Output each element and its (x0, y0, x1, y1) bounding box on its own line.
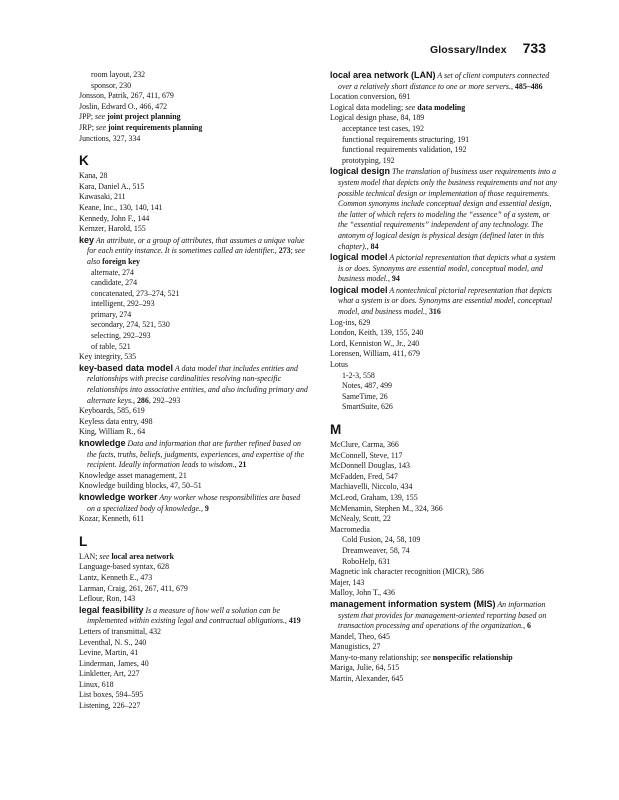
entry-term: JRP; (79, 122, 96, 132)
defining-page-ref: 94 (391, 274, 400, 284)
defining-page-ref: 21 (238, 460, 247, 470)
index-entry: Malloy, John T., 436 (330, 588, 395, 598)
index-subentry: of table, 521 (91, 341, 131, 351)
index-entry: Language-based syntax, 628 (79, 562, 170, 572)
glossary-entry (79, 438, 309, 471)
index-entry: Jonsson, Patrik, 267, 411, 679 (79, 91, 174, 101)
index-entry (79, 112, 309, 123)
see-label: see (95, 122, 108, 132)
index-entry (79, 123, 309, 134)
index-subentry: primary, 274 (91, 309, 132, 319)
index-entry: Leventhal, N. S., 240 (79, 637, 147, 647)
glossary-entry (79, 363, 309, 406)
index-entry: Keane, Inc., 130, 140, 141 (79, 202, 163, 212)
index-entry: Larman, Craig, 261, 267, 411, 679 (79, 583, 188, 593)
glossary-definition: An attribute, or a group of attributes, that assumes a unique value for each entity instance. It is sometimes called an identifier., (87, 235, 305, 256)
index-subentry: 1-2-3, 558 (342, 370, 375, 380)
glossary-entry (330, 285, 560, 318)
defining-page-ref: 84 (370, 241, 379, 251)
index-entry: Martin, Alexander, 645 (330, 674, 404, 684)
index-entry: Kernzer, Harold, 155 (79, 224, 146, 234)
index-entry: Knowledge building blocks, 47, 50–51 (79, 481, 202, 491)
index-entry: Macromedia (330, 524, 370, 534)
index-subentry: SameTime, 26 (342, 391, 388, 401)
glossary-term: key (79, 234, 95, 245)
see-label: see (420, 652, 433, 662)
index-entry: Keyless data entry, 498 (79, 416, 153, 426)
defining-page-ref: 6 (527, 621, 531, 631)
index-entry: McClure, Carma, 366 (330, 440, 399, 449)
glossary-term: knowledge (79, 438, 126, 448)
index-subentry: SmartSuite, 626 (342, 402, 393, 412)
entry-term: Many-to-many relationship; (330, 652, 421, 662)
index-entry: Location conversion, 691 (330, 92, 411, 102)
index-entry: Kennedy, John F., 144 (79, 213, 150, 223)
index-entry: Knowledge asset management, 21 (79, 470, 187, 480)
index-entry: Mandel, Theo, 645 (330, 631, 390, 641)
glossary-entry (330, 599, 560, 632)
defining-page-ref: 316 (428, 307, 441, 317)
glossary-definition: Any worker whose responsibilities are based on a specialized body of knowledge., (87, 492, 301, 513)
index-entry: Linkletter, Art, 227 (79, 669, 140, 679)
glossary-term: legal feasibility (79, 604, 144, 615)
index-entry: Listening, 226–227 (79, 701, 141, 711)
index-subentry: selecting, 292–293 (91, 331, 151, 341)
see-label: see (95, 112, 108, 122)
glossary-definition: An information system that provides for management-oriented reporting based on transaction processing and operations of the organization., (338, 599, 547, 631)
index-subentry: functional requirements structuring, 191 (342, 134, 470, 144)
index-entry: Log-ins, 629 (330, 317, 371, 327)
index-subentry: sponsor, 230 (91, 80, 132, 90)
glossary-entry (79, 235, 309, 268)
index-subentry: Notes, 487, 499 (342, 381, 392, 391)
entry-term: LAN; (79, 551, 100, 561)
defining-page-ref: 286 (136, 395, 149, 405)
index-entry: Letters of transmittal, 432 (79, 626, 161, 636)
index-entry: McMenamin, Stephen M., 324, 366 (330, 503, 443, 513)
index-subentry: alternate, 274 (91, 267, 134, 277)
glossary-entry (330, 252, 560, 285)
index-subentry: prototyping, 192 (342, 155, 395, 165)
defining-page-ref: 9 (204, 503, 209, 513)
index-subentry: intelligent, 292–293 (91, 299, 155, 309)
index-entry: Machiavelli, Niccolo, 434 (330, 482, 413, 492)
section-title: Glossary/Index (429, 44, 507, 56)
index-subentry: RoboHelp, 631 (342, 556, 391, 566)
glossary-term: key-based data model (79, 362, 174, 373)
glossary-entry (79, 492, 309, 514)
see-label: see (99, 551, 112, 561)
cross-reference: joint project planning (107, 112, 181, 122)
index-entry: Logical design phase, 84, 189 (330, 113, 425, 123)
cross-reference: data modeling (417, 102, 466, 112)
index-subentry: room layout, 232 (91, 70, 146, 79)
cross-reference: nonspecific relationship (432, 652, 513, 662)
glossary-definition: The translation of business user requirements into a system model that depicts only the business requirements and not any possible technical design or implementation of those requirements. Common synonyms include conceptual design and essential design, the latter of which refers to modeling the “essence” of a system, or the “essential requirements” independent of any technology. The antonym of logical design is physical design (defined later in this chapter)., (338, 167, 558, 251)
defining-page-ref: 273 (278, 246, 291, 256)
index-entry: Lotus (330, 360, 348, 370)
entry-term: JPP; (79, 112, 96, 122)
letter-heading: M (330, 422, 342, 437)
glossary-term: logical model (330, 252, 388, 263)
index-entry: Junctions, 327, 334 (79, 133, 141, 143)
page-refs: ; (290, 246, 295, 256)
index-entry: Joslin, Edward O., 466, 472 (79, 101, 168, 111)
index-entry (79, 552, 309, 563)
see-also-label: see also (87, 246, 305, 266)
defining-page-ref: 419 (288, 616, 301, 626)
index-entry: London, Keith, 139, 155, 240 (330, 328, 424, 338)
index-entry: Majer, 143 (330, 577, 365, 587)
defining-page-ref: 485–486 (514, 81, 543, 91)
index-entry: Kawasaki, 211 (79, 192, 126, 202)
glossary-definition: Data and information that are further refined based on the facts, truths, beliefs, judgments, experiences, and expertise of the recipient. Ideally information leads to wisdom., (87, 439, 304, 470)
glossary-entry (330, 70, 560, 92)
index-entry: List boxes, 594–595 (79, 690, 144, 700)
glossary-term: local area network (LAN) (330, 70, 436, 80)
index-entry: Kara, Daniel A., 515 (79, 181, 145, 191)
index-entry: McLeod, Graham, 139, 155 (330, 492, 418, 502)
cross-reference: joint requirements planning (107, 122, 203, 132)
glossary-term: management information system (MIS) (330, 598, 496, 609)
index-entry: McConnell, Steve, 117 (330, 450, 403, 460)
index-entry: Lorensen, William, 411, 679 (330, 349, 420, 359)
index-subentry: concatenated, 273–274, 521 (91, 288, 180, 298)
glossary-entry (79, 605, 309, 627)
index-entry: Lord, Kenniston W., Jr., 240 (330, 338, 420, 348)
index-entry: Kana, 28 (79, 171, 108, 181)
index-subentry: Dreamweaver, 58, 74 (342, 545, 410, 555)
page-number: 733 (522, 40, 546, 56)
glossary-definition: Is a measure of how well a solution can be implemented within existing legal and contractual obligations., (87, 605, 289, 626)
running-head (430, 40, 546, 56)
index-subentry: acceptance test cases, 192 (342, 123, 424, 133)
index-entry: Magnetic ink character recognition (MICR), 586 (330, 567, 484, 577)
letter-heading: K (79, 153, 89, 169)
glossary-term: knowledge worker (79, 491, 158, 502)
index-entry: King, William R., 64 (79, 427, 146, 437)
entry-term: Logical data modeling; (330, 102, 406, 112)
index-subentry: Cold Fusion, 24, 58, 109 (342, 535, 421, 545)
index-entry: Levine, Martin, 41 (79, 648, 139, 658)
index-entry: Keyboards, 585, 619 (79, 406, 145, 416)
index-entry: McDonnell Douglas, 143 (330, 461, 410, 471)
glossary-definition: A pictorial representation that depicts what a system is or does. Synonyms are essential model, conceptual model, and business model., (338, 253, 556, 284)
page-refs: , 292–293 (148, 395, 181, 405)
index-entry (330, 103, 560, 114)
glossary-term: logical model (330, 284, 388, 295)
cross-reference: foreign key (102, 256, 140, 266)
glossary-definition: A data model that includes entities and relationships with precise cardinalities resolving non-specific relationships into associative entities, and also including primary and alternate keys., (87, 363, 308, 405)
letter-heading: L (79, 533, 88, 549)
index-subentry: candidate, 274 (91, 278, 138, 288)
index-entry: Linux, 618 (79, 679, 114, 689)
glossary-entry (330, 166, 560, 252)
index-subentry: secondary, 274, 521, 530 (91, 320, 170, 330)
see-label: see (405, 102, 418, 112)
index-entry: Key integrity, 535 (79, 352, 137, 362)
cross-reference: local area network (111, 551, 174, 561)
glossary-term: logical design (330, 166, 391, 177)
index-entry: McNealy, Scott, 22 (330, 514, 391, 524)
index-entry: Lantz, Kenneth E., 473 (79, 572, 153, 582)
index-entry (330, 653, 560, 664)
index-entry: Leflour, Ron, 143 (79, 594, 136, 604)
index-entry: Kozar, Kenneth, 611 (79, 514, 145, 524)
index-column-right (330, 70, 560, 685)
index-column-left (79, 70, 309, 712)
index-entry: Mariga, Julie, 64, 515 (330, 663, 400, 673)
glossary-definition: A nontechnical pictorial representation that depicts what a system is or does. Synonyms are essential model, conceptual model, and business model., (338, 285, 553, 317)
index-entry: McFadden, Fred, 547 (330, 471, 398, 481)
glossary-definition: A set of client computers connected over a relatively short distance to one or more servers., (338, 71, 550, 91)
index-entry: Manugistics, 27 (330, 642, 381, 652)
index-subentry: functional requirements validation, 192 (342, 145, 467, 155)
index-entry: Linderman, James, 40 (79, 658, 149, 668)
